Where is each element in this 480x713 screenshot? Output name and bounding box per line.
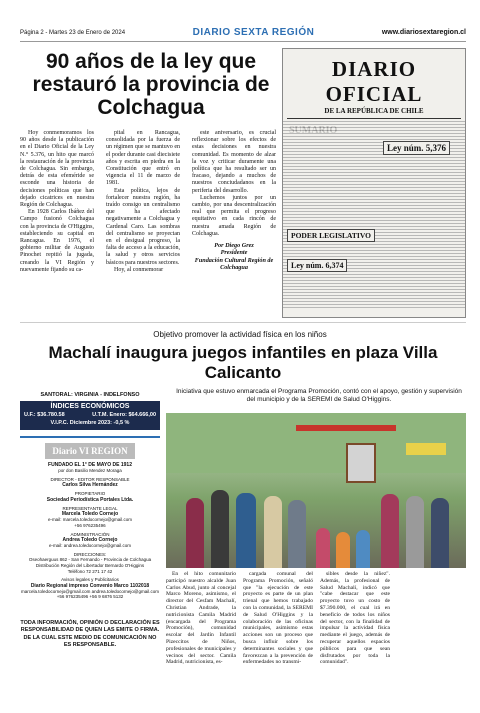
person bbox=[288, 500, 306, 568]
headline-article-2: Machalí inaugura juegos infantiles en plaza Villa Calicanto bbox=[48, 343, 438, 382]
diario-oficial-subtitle: DE LA REPÚBLICA DE CHILE bbox=[324, 107, 424, 115]
paragraph: Luchemos juntos por un cambio, por una descentralización real que permita el progreso equitativo en cada rincón de nuestra amada Región de Colchagua. bbox=[192, 194, 276, 237]
ley-label: Ley núm. 6,374 bbox=[287, 259, 347, 272]
paragraph: Esta política, lejos de fortalecer nuestra región, ha traído consigo un centralismo que ha afectado negativamente a Colchagua y Cardenal Caro. Las sombras del centralismo se proyectan en el desigual progreso, la falta de acceso a la educación, la salud y otros servicios básicos para nuestros sectores. bbox=[106, 187, 180, 266]
paragraph: En 1928 Carlos Ibáñez del Campo fusionó Colchagua con la provincia de O'Higgins, estableciendo su capital en Rancagua. En 1976, el gobierno militar de Augusto Pinochet repitió la jugada, creando la VI Región y nuevamente fijando su ca- bbox=[20, 209, 94, 273]
child bbox=[356, 530, 370, 568]
brand-title: DIARIO SEXTA REGIÓN bbox=[192, 27, 315, 38]
article-1-column-2 bbox=[106, 130, 180, 274]
person bbox=[406, 496, 424, 568]
page-header bbox=[20, 24, 466, 42]
kicker: Objetivo promover la actividad física en los niños bbox=[153, 330, 327, 339]
section-divider bbox=[20, 322, 466, 323]
sidebar bbox=[20, 388, 160, 650]
article-2-column-1: En el hito comunitario participó nuestro alcalde Juan Carlos Abud, junto al concejal Marco Moreno, asimismo, el director del Cesfam Machalí, Christian Andrade, la nutricionista Camila Madrid (encargada del Programa Promoción), comunidad escolar del Jardín Infantil Pizeccitos de Niños, profesionales de municipales y vecinos del sector. Camila Madrid, nutricionista, es- bbox=[166, 571, 236, 666]
utm-value: U.T.M. Enero: $64.666,00 bbox=[92, 412, 156, 418]
headline-article-1: 90 años de la ley que restauró la provincia de Colchagua bbox=[32, 50, 270, 119]
economic-indices bbox=[20, 401, 160, 430]
article-1-column-3 bbox=[192, 130, 276, 272]
paragraph: pital en Rancagua, consolidada por la fuerza de un régimen que se mantuvo en el poder durante casi diecisiete años y escrita en piedra en la Constitución que entró en vigencia el 11 de marzo de 1981. bbox=[106, 130, 180, 187]
person bbox=[186, 498, 204, 568]
paragraph: este aniversario, es crucial reflexionar sobre los efectos de estas decisiones en nuestra comunidad. Es momento de alzar la voz y criticar duramente una política que ha resultado ser un fracaso, dejando a muchos de nuestros conciudadanos en la periferia del desarrollo. bbox=[192, 130, 276, 194]
child bbox=[336, 532, 350, 568]
ipc-value: V.I.P.C. Diciembre 2023: -0,5 % bbox=[50, 420, 130, 426]
playground-photo bbox=[166, 413, 466, 568]
paragraph: Hoy, al conmemorar bbox=[114, 266, 164, 273]
masthead: Diario VI REGION FUNDADO EL 1° DE MAYO DE 1912 por don Basilio Mendez Moraga DIRECTOR - EDITOR RESPONSABLE Carlos Silva Hernández PROPIETARIO Sociedad Periodística Portales Ltda. REPRESENTANTE LEGAL Marcela Toledo Cornejo e-mail: marcela.toledocornejo@gmail.com +56 976235496 ADMINISTRACIÓN Andrea Toledo Cornejo e-mail: andrea.toledocornejo@gmail.com DIRECCIONES: Oseohaerguus 862 - San Fernando - Provincia de Colchagua Distribución Región del Libertador Bernardo O'Higgins Teléfono 72 271 17 42 Avisos legales y Publicitarios Diario Regional impreso Convenio Marco 1102018 marcela.toledocornejo@gmail.com andrea.toledocornejo@gmail.com +56 976235496 +56 9 6876 5132 bbox=[20, 436, 160, 600]
page-date: Página 2 - Martes 23 de Enero de 2024 bbox=[20, 29, 126, 36]
santoral: SANTORAL: VIRGINIA - INDELFONSO bbox=[40, 392, 140, 398]
paragraph: Hoy conmemoramos los 90 años desde la publicación en el Diario Oficial de la Ley N.° 5.376, un hito que marcó la restauración de la provincia de Colchagua. Sin embargo, detrás de esta efeméride se esconde una historia de decisiones políticas que han dejado cicatrices en nuestra Región de Colchagua. bbox=[20, 130, 94, 209]
ley-label: Ley núm. 5,376 bbox=[383, 141, 450, 155]
signature: Por Diego Grez Presidente Fundación Cultural Región de Colchagua bbox=[194, 242, 274, 272]
site-url[interactable]: www.diariosextaregion.cl bbox=[381, 29, 466, 36]
indices-title: ÍNDICES ECONÓMICOS bbox=[50, 403, 130, 410]
newspaper-logo: Diario VI REGION bbox=[45, 443, 135, 459]
article-2-column-2: cargada comunal del Programa Promoción, señaló que "la ejecución de este proyecto es parte de un plan trienal que hemos trabajado con la comunidad, la SEREMI de Salud O'Higgins y la colaboración de las oficinas municipales, asimismo estas acciones son un proceso que busca influir sobre los determinantes sociales y que favorezcan a la prevención de enfermedades no transmi- bbox=[243, 571, 313, 666]
person bbox=[264, 496, 282, 568]
diario-oficial-title: DIARIO OFICIAL bbox=[325, 57, 423, 106]
play-tower bbox=[346, 443, 376, 483]
section-label: PODER LEGISLATIVO bbox=[287, 229, 375, 242]
article-1-column-1 bbox=[20, 130, 94, 274]
child bbox=[316, 528, 330, 568]
article-2-lead: Iniciativa que estuvo enmarcada el Programa Promoción, contó con el apoyo, gestión y supervisión del municipio y de la SEREMI de Salud O'Higgins. bbox=[176, 388, 462, 403]
uf-value: U.F.: $36.780.58 bbox=[24, 412, 65, 418]
person bbox=[431, 498, 449, 568]
article-2-column-3: sibles desde la niñez". Además, la profesional de Salud Machalí, indicó que "cabe destacar que este proyecto tuvo un costo de $7.390.000, el cual irá en beneficio de todos los niños del sector, con la finalidad de impulsar la actividad física mediante el juego, además de recuperar aquellos espacios públicos para que sean disfrutados por toda la comunidad". bbox=[320, 571, 390, 666]
diario-oficial-image bbox=[282, 48, 466, 318]
yellow-slide bbox=[406, 443, 446, 455]
person bbox=[381, 494, 399, 568]
person bbox=[211, 490, 229, 568]
person bbox=[236, 493, 256, 568]
red-structure bbox=[296, 425, 396, 431]
disclaimer: TODA INFORMACIÓN, OPINIÓN O DECLARACIÓN ES RESPONSABILIDAD DE QUIEN LAS EMITE O FIRMA. DE LA CUAL ESTE MEDIO DE COMUNICACIÓN NO ES RESPONSABLE. bbox=[20, 619, 160, 649]
